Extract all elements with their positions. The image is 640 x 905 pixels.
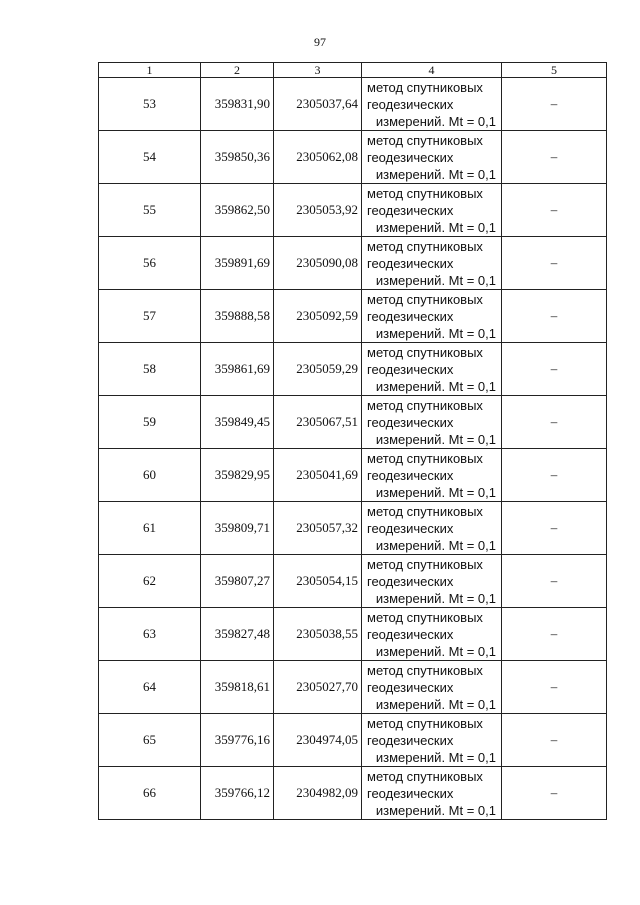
- method-text-line: геодезических: [367, 785, 454, 801]
- coordinate-x-cell: 359809,71: [201, 502, 274, 555]
- method-text-line: метод спутниковых: [367, 715, 483, 731]
- method-cell: [362, 78, 502, 131]
- point-number-cell: 56: [99, 237, 201, 290]
- coordinate-x-cell: 359776,16: [201, 714, 274, 767]
- header-cell-4: 4: [362, 63, 502, 78]
- point-number-cell: 55: [99, 184, 201, 237]
- table-row: [99, 184, 607, 237]
- method-text-line: геодезических: [367, 255, 454, 271]
- note-cell: –: [502, 449, 607, 502]
- method-text-line: измерений. Mt = 0,1: [375, 643, 496, 659]
- method-text-line: геодезических: [367, 149, 454, 165]
- coordinate-y-cell: 2305027,70: [274, 661, 362, 714]
- table-row: [99, 502, 607, 555]
- method-text-line: геодезических: [367, 467, 454, 483]
- note-cell: –: [502, 184, 607, 237]
- method-cell: [362, 237, 502, 290]
- coordinate-x-cell: 359829,95: [201, 449, 274, 502]
- coordinate-x-cell: 359850,36: [201, 131, 274, 184]
- method-cell: [362, 449, 502, 502]
- point-number-cell: 63: [99, 608, 201, 661]
- method-text-line: геодезических: [367, 96, 454, 112]
- method-text-line: геодезических: [367, 414, 454, 430]
- header-cell-3: 3: [274, 63, 362, 78]
- method-text-line: измерений. Mt = 0,1: [375, 802, 496, 818]
- method-text-line: измерений. Mt = 0,1: [375, 272, 496, 288]
- method-text-line: геодезических: [367, 732, 454, 748]
- table-row: [99, 608, 607, 661]
- method-text-line: геодезических: [367, 308, 454, 324]
- coordinate-x-cell: 359807,27: [201, 555, 274, 608]
- method-text-line: измерений. Mt = 0,1: [375, 219, 496, 235]
- header-cell-5: 5: [502, 63, 607, 78]
- coordinate-y-cell: 2305054,15: [274, 555, 362, 608]
- method-cell: [362, 714, 502, 767]
- coordinate-y-cell: 2304974,05: [274, 714, 362, 767]
- method-text-line: геодезических: [367, 626, 454, 642]
- coordinate-y-cell: 2305092,59: [274, 290, 362, 343]
- table-row: [99, 131, 607, 184]
- table-row: [99, 237, 607, 290]
- method-cell: [362, 767, 502, 820]
- method-text-line: геодезических: [367, 361, 454, 377]
- table-row: [99, 449, 607, 502]
- method-text-line: измерений. Mt = 0,1: [375, 325, 496, 341]
- point-number-cell: 58: [99, 343, 201, 396]
- note-cell: –: [502, 714, 607, 767]
- method-text-line: метод спутниковых: [367, 132, 483, 148]
- table-row: [99, 343, 607, 396]
- coordinate-x-cell: 359888,58: [201, 290, 274, 343]
- table-row: [99, 290, 607, 343]
- method-text-line: геодезических: [367, 573, 454, 589]
- table-row: [99, 396, 607, 449]
- coordinate-y-cell: 2305053,92: [274, 184, 362, 237]
- point-number-cell: 59: [99, 396, 201, 449]
- method-text-line: измерений. Mt = 0,1: [375, 431, 496, 447]
- method-text-line: метод спутниковых: [367, 556, 483, 572]
- note-cell: –: [502, 290, 607, 343]
- method-text-line: измерений. Mt = 0,1: [375, 749, 496, 765]
- note-cell: –: [502, 131, 607, 184]
- table-row: [99, 78, 607, 131]
- table-body: [99, 63, 607, 820]
- point-number-cell: 57: [99, 290, 201, 343]
- method-cell: [362, 343, 502, 396]
- point-number-cell: 66: [99, 767, 201, 820]
- header-cell-1: 1: [99, 63, 201, 78]
- coordinate-x-cell: 359766,12: [201, 767, 274, 820]
- note-cell: –: [502, 608, 607, 661]
- coordinate-y-cell: 2305062,08: [274, 131, 362, 184]
- page-number: 97: [314, 35, 326, 49]
- coordinate-x-cell: 359818,61: [201, 661, 274, 714]
- coordinate-y-cell: 2305057,32: [274, 502, 362, 555]
- coordinate-y-cell: 2305067,51: [274, 396, 362, 449]
- method-text-line: геодезических: [367, 202, 454, 218]
- method-text-line: метод спутниковых: [367, 609, 483, 625]
- table-header-row: [99, 63, 607, 78]
- method-text-line: измерений. Mt = 0,1: [375, 484, 496, 500]
- method-cell: [362, 290, 502, 343]
- method-cell: [362, 396, 502, 449]
- coordinate-y-cell: 2304982,09: [274, 767, 362, 820]
- method-text-line: измерений. Mt = 0,1: [375, 696, 496, 712]
- note-cell: –: [502, 343, 607, 396]
- header-cell-2: 2: [201, 63, 274, 78]
- point-number-cell: 54: [99, 131, 201, 184]
- method-text-line: метод спутниковых: [367, 450, 483, 466]
- note-cell: –: [502, 767, 607, 820]
- method-text-line: метод спутниковых: [367, 79, 483, 95]
- coordinate-y-cell: 2305059,29: [274, 343, 362, 396]
- coordinate-x-cell: 359861,69: [201, 343, 274, 396]
- table-row: [99, 714, 607, 767]
- coordinate-x-cell: 359827,48: [201, 608, 274, 661]
- coordinate-x-cell: 359862,50: [201, 184, 274, 237]
- method-text-line: метод спутниковых: [367, 503, 483, 519]
- point-number-cell: 60: [99, 449, 201, 502]
- method-text-line: метод спутниковых: [367, 344, 483, 360]
- point-number-cell: 65: [99, 714, 201, 767]
- table-row: [99, 661, 607, 714]
- coordinate-y-cell: 2305037,64: [274, 78, 362, 131]
- table-row: [99, 767, 607, 820]
- note-cell: –: [502, 237, 607, 290]
- method-cell: [362, 502, 502, 555]
- point-number-cell: 53: [99, 78, 201, 131]
- note-cell: –: [502, 661, 607, 714]
- method-text-line: измерений. Mt = 0,1: [375, 537, 496, 553]
- method-cell: [362, 184, 502, 237]
- method-text-line: измерений. Mt = 0,1: [375, 166, 496, 182]
- method-text-line: измерений. Mt = 0,1: [375, 378, 496, 394]
- point-number-cell: 62: [99, 555, 201, 608]
- method-text-line: измерений. Mt = 0,1: [375, 113, 496, 129]
- method-cell: [362, 555, 502, 608]
- method-text-line: метод спутниковых: [367, 768, 483, 784]
- method-text-line: метод спутниковых: [367, 397, 483, 413]
- method-text-line: геодезических: [367, 520, 454, 536]
- note-cell: –: [502, 502, 607, 555]
- note-cell: –: [502, 555, 607, 608]
- table-row: [99, 555, 607, 608]
- method-text-line: метод спутниковых: [367, 291, 483, 307]
- method-text-line: измерений. Mt = 0,1: [375, 590, 496, 606]
- coordinate-y-cell: 2305038,55: [274, 608, 362, 661]
- method-text-line: геодезических: [367, 679, 454, 695]
- point-number-cell: 64: [99, 661, 201, 714]
- method-cell: [362, 131, 502, 184]
- method-text-line: метод спутниковых: [367, 662, 483, 678]
- coordinate-x-cell: 359849,45: [201, 396, 274, 449]
- coordinate-y-cell: 2305090,08: [274, 237, 362, 290]
- coordinate-y-cell: 2305041,69: [274, 449, 362, 502]
- method-text-line: метод спутниковых: [367, 238, 483, 254]
- method-cell: [362, 608, 502, 661]
- method-text-line: метод спутниковых: [367, 185, 483, 201]
- note-cell: –: [502, 396, 607, 449]
- note-cell: –: [502, 78, 607, 131]
- coordinate-x-cell: 359831,90: [201, 78, 274, 131]
- coordinates-table: [98, 62, 607, 820]
- coordinate-x-cell: 359891,69: [201, 237, 274, 290]
- point-number-cell: 61: [99, 502, 201, 555]
- method-cell: [362, 661, 502, 714]
